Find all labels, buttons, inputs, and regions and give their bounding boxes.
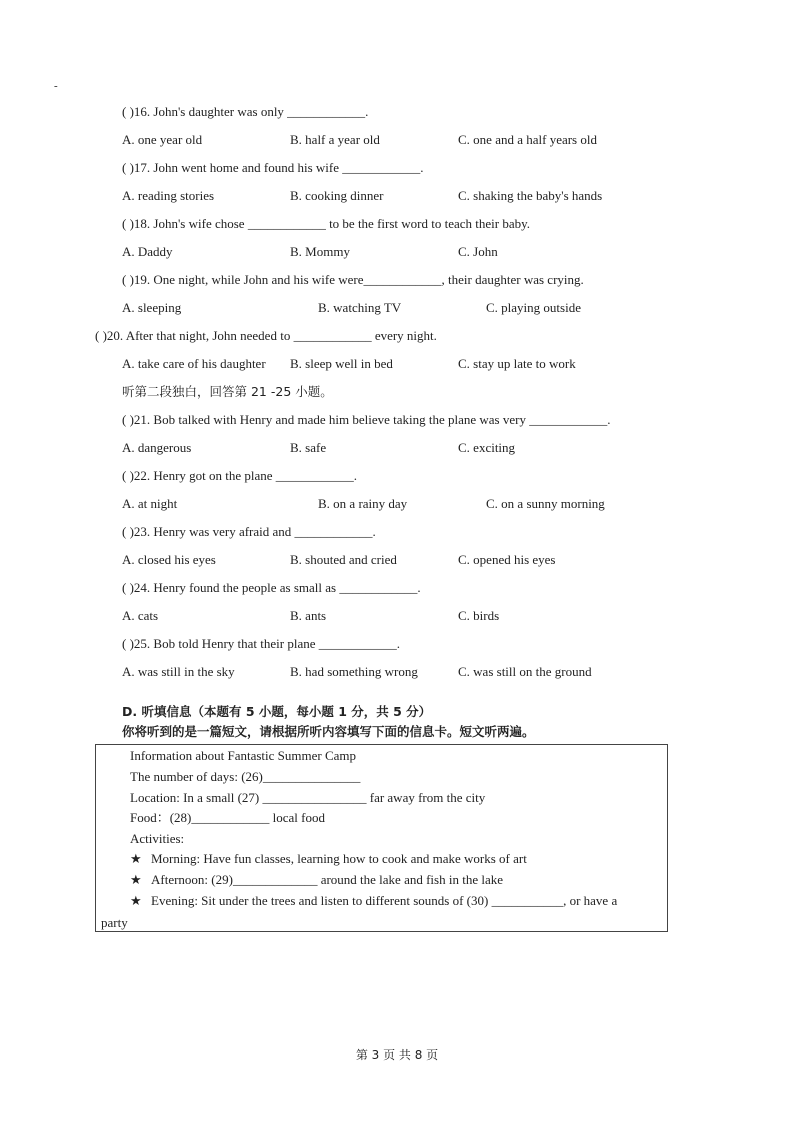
option-c: C. on a sunny morning — [486, 496, 605, 511]
info-afternoon: Afternoon: (29)_____________ around the lake and fish in the lake — [151, 872, 503, 887]
option-a: A. sleeping — [122, 300, 182, 315]
option-b: B. sleep well in bed — [290, 356, 393, 371]
option-c: C. John — [458, 244, 498, 259]
option-a: A. reading stories — [122, 188, 215, 203]
question-stem: ( )18. John's wife chose ____________ to be the first word to teach their baby. — [122, 216, 531, 231]
question-stem: ( )24. Henry found the people as small as ____________. — [122, 580, 421, 595]
star-icon: ★ — [130, 851, 142, 866]
question-stem: ( )17. John went home and found his wife ____________. — [122, 160, 424, 175]
info-evening-continued: party — [101, 915, 128, 930]
info-card-title: Information about Fantastic Summer Camp — [130, 748, 357, 763]
option-a: A. Daddy — [122, 244, 173, 259]
star-icon: ★ — [130, 872, 142, 887]
section-d-instruction: 你将听到的是一篇短文，请根据所听内容填写下面的信息卡。短文听两遍。 — [122, 724, 535, 739]
section-intro: 听第二段独白，回答第 21 -25 小题。 — [122, 384, 333, 399]
option-b: B. ants — [290, 608, 327, 623]
option-a: A. was still in the sky — [122, 664, 235, 679]
info-evening: Evening: Sit under the trees and listen to different sounds of (30) ___________, or have a — [151, 893, 618, 908]
option-c: C. shaking the baby's hands — [458, 188, 603, 203]
info-days: The number of days: (26)_______________ — [130, 769, 361, 784]
option-a: A. closed his eyes — [122, 552, 216, 567]
question-stem: ( )25. Bob told Henry that their plane ____________. — [122, 636, 401, 651]
option-c: C. playing outside — [486, 300, 581, 315]
option-a: A. cats — [122, 608, 159, 623]
option-b: B. half a year old — [290, 132, 380, 147]
option-c: C. opened his eyes — [458, 552, 556, 567]
question-stem: ( )21. Bob talked with Henry and made him believe taking the plane was very ____________. — [122, 412, 611, 427]
option-b: B. safe — [290, 440, 327, 455]
option-b: B. had something wrong — [290, 664, 418, 679]
option-c: C. exciting — [458, 440, 516, 455]
option-c: C. one and a half years old — [458, 132, 597, 147]
question-stem: ( )22. Henry got on the plane ____________. — [122, 468, 358, 483]
option-c: C. stay up late to work — [458, 356, 576, 371]
option-b: B. cooking dinner — [290, 188, 384, 203]
option-b: B. on a rainy day — [318, 496, 408, 511]
question-stem: ( )16. John's daughter was only ____________. — [122, 104, 369, 119]
section-d-title: D. 听填信息（本题有 5 小题，每小题 1 分，共 5 分） — [122, 704, 432, 719]
option-b: B. shouted and cried — [290, 552, 397, 567]
option-a: A. take care of his daughter — [122, 356, 266, 371]
info-activities: Activities: — [130, 831, 185, 846]
info-food: Food：(28)____________ local food — [130, 810, 325, 825]
option-a: A. at night — [122, 496, 178, 511]
info-location: Location: In a small (27) ________________ far away from the city — [130, 790, 486, 805]
option-b: B. watching TV — [318, 300, 402, 315]
option-c: C. was still on the ground — [458, 664, 592, 679]
option-b: B. Mommy — [290, 244, 350, 259]
option-a: A. one year old — [122, 132, 203, 147]
option-c: C. birds — [458, 608, 500, 623]
page-corner-mark: - — [54, 80, 58, 92]
page-footer: 第 3 页 共 8 页 — [355, 1048, 439, 1062]
question-stem: ( )23. Henry was very afraid and ____________. — [122, 524, 376, 539]
question-stem: ( )20. After that night, John needed to ____________ every night. — [95, 328, 437, 343]
star-icon: ★ — [130, 893, 142, 908]
info-morning: Morning: Have fun classes, learning how to cook and make works of art — [151, 851, 527, 866]
option-a: A. dangerous — [122, 440, 192, 455]
question-stem: ( )19. One night, while John and his wife were____________, their daughter was crying. — [122, 272, 584, 287]
